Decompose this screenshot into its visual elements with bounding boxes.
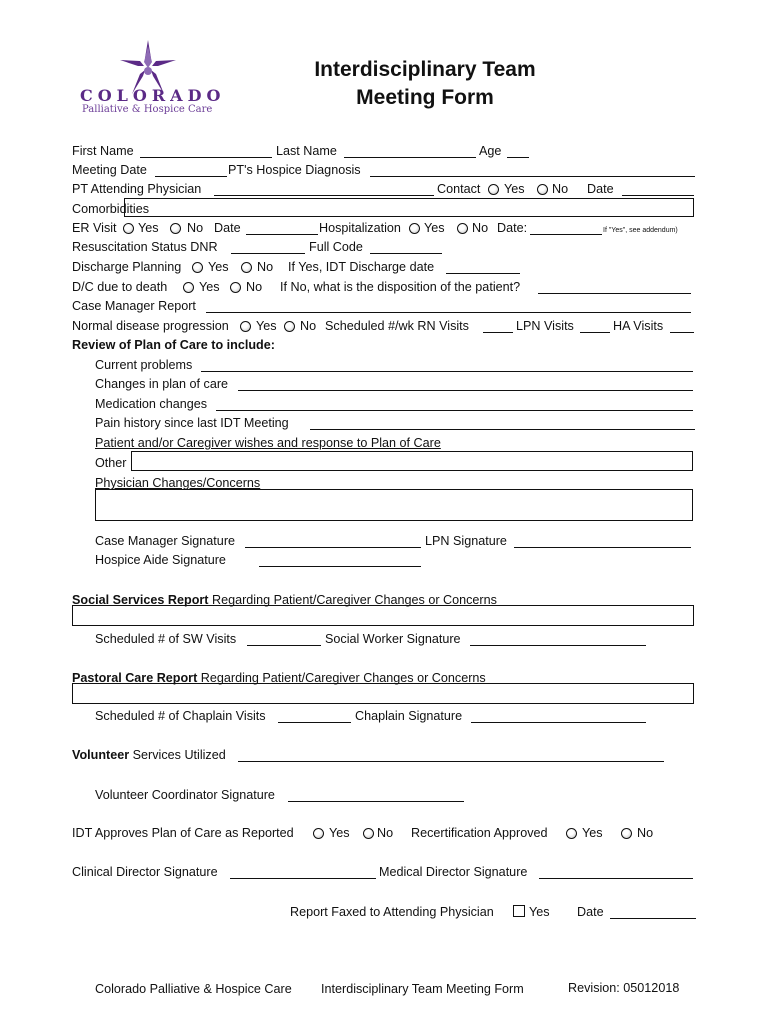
dnr-field[interactable] [231,253,305,254]
full-code-label: Full Code [309,240,363,254]
scheduled-rn-label: Scheduled #/wk RN Visits [325,319,469,333]
meeting-date-label: Meeting Date [72,163,147,177]
changes-plan-label: Changes in plan of care [95,377,229,391]
recert-yes-label: Yes [582,826,603,840]
pain-history-label: Pain history since last IDT Meeting [95,416,289,430]
er-date-field[interactable] [246,234,318,235]
logo [78,38,226,120]
dc-yes-radio[interactable] [183,282,194,293]
discharge-yes-radio[interactable] [192,262,203,273]
recert-label: Recertification Approved [411,826,548,840]
contact-no-radio[interactable] [537,184,548,195]
hosp-yes-label: Yes [424,221,445,235]
contact-label: Contact [437,182,481,196]
physician-changes-label: Physician Changes/Concerns [95,476,261,490]
discharge-yes-label: Yes [208,260,229,274]
recert-no-radio[interactable] [621,828,632,839]
idt-discharge-label: If Yes, IDT Discharge date [288,260,435,274]
physician-field[interactable] [214,195,434,196]
hosp-date-field[interactable] [530,234,602,235]
age-label: Age [479,144,502,158]
logo-colorado: COLORADO [80,86,226,105]
medical-director-field[interactable] [539,878,693,879]
normal-yes-label: Yes [256,319,277,333]
cm-signature-label: Case Manager Signature [95,534,236,548]
discharge-no-radio[interactable] [241,262,252,273]
aide-signature-label: Hospice Aide Signature [95,553,226,567]
last-name-label: Last Name [276,144,337,158]
age-field[interactable] [507,157,529,158]
normal-yes-radio[interactable] [240,321,251,332]
chaplain-visits-field[interactable] [278,722,351,723]
pastoral-field[interactable] [72,683,694,704]
er-yes-radio[interactable] [123,223,134,234]
current-problems-field[interactable] [201,371,693,372]
resus-label: Resuscitation Status DNR [72,240,218,254]
ha-visits-field[interactable] [670,332,694,333]
physician-changes-field[interactable] [95,489,693,521]
social-services-bold: Social Services Report [72,593,209,607]
contact-yes-radio[interactable] [488,184,499,195]
recert-no-label: No [637,826,654,840]
er-no-label: No [187,221,204,235]
diagnosis-field[interactable] [370,176,695,177]
er-yes-label: Yes [138,221,159,235]
idt-no-radio[interactable] [363,828,374,839]
current-problems-label: Current problems [95,358,193,372]
first-name-field[interactable] [140,157,272,158]
normal-disease-label: Normal disease progression [72,319,229,333]
patient-wishes-label: Patient and/or Caregiver wishes and response to Plan of Care [95,436,441,450]
lpn-signature-label: LPN Signature [425,534,507,548]
hosp-date-label: Date: [497,221,528,235]
medication-changes-label: Medication changes [95,397,208,411]
normal-no-label: No [300,319,317,333]
clinical-director-field[interactable] [230,878,376,879]
dc-no-label: No [246,280,263,294]
ha-visits-label: HA Visits [613,319,664,333]
sw-visits-field[interactable] [247,645,321,646]
vol-coord-label: Volunteer Coordinator Signature [95,788,275,802]
discharge-label: Discharge Planning [72,260,182,274]
lpn-visits-label: LPN Visits [516,319,574,333]
aide-signature-field[interactable] [259,566,421,567]
chaplain-signature-field[interactable] [471,722,646,723]
faxed-date-field[interactable] [610,918,696,919]
review-header: Review of Plan of Care to include: [72,338,275,352]
idt-no-label: No [377,826,394,840]
comorbidities-field[interactable] [124,198,694,217]
hosp-yes-radio[interactable] [409,223,420,234]
idt-yes-label: Yes [329,826,350,840]
contact-date-field[interactable] [622,195,694,196]
social-services-rest: Regarding Patient/Caregiver Changes or Concerns [208,593,497,607]
contact-no-label: No [552,182,569,196]
volunteer-services-field[interactable] [238,761,664,762]
changes-plan-field[interactable] [238,390,693,391]
sw-signature-label: Social Worker Signature [325,632,461,646]
cm-report-field[interactable] [206,312,691,313]
faxed-date-label: Date [577,905,604,919]
idt-yes-radio[interactable] [313,828,324,839]
er-date-label: Date [214,221,241,235]
sw-signature-field[interactable] [470,645,646,646]
title-line-1: Interdisciplinary Team [314,58,536,81]
er-visit-label: ER Visit [72,221,117,235]
title-line-2: Meeting Form [356,86,494,109]
sw-visits-label: Scheduled # of SW Visits [95,632,237,646]
contact-date-label: Date [587,182,614,196]
volunteer-rest: Services Utilized [129,748,226,762]
footer-form: Interdisciplinary Team Meeting Form [321,982,524,996]
disposition-field[interactable] [538,293,691,294]
addendum-note: If "Yes", see addendum) [603,227,678,234]
contact-yes-label: Yes [504,182,525,196]
full-code-field[interactable] [370,253,442,254]
volunteer-heading [72,748,226,763]
physician-label: PT Attending Physician [72,182,202,196]
footer-revision: Revision: 05012018 [568,981,680,995]
page-title [230,56,620,112]
first-name-label: First Name [72,144,134,158]
recert-yes-radio[interactable] [566,828,577,839]
volunteer-bold: Volunteer [72,748,130,762]
cm-signature-field[interactable] [245,547,421,548]
comorbidities-label: Comorbidities [72,202,149,216]
footer-org: Colorado Palliative & Hospice Care [95,982,292,996]
diagnosis-label: PT's Hospice Diagnosis [228,163,361,177]
report-faxed-label: Report Faxed to Attending Physician [290,905,494,919]
lpn-visits-field[interactable] [580,332,610,333]
dc-death-label: D/C due to death [72,280,168,294]
dc-no-radio[interactable] [230,282,241,293]
meeting-date-field[interactable] [155,176,227,177]
vol-coord-signature-field[interactable] [288,801,464,802]
rn-visits-field[interactable] [483,332,513,333]
clinical-director-label: Clinical Director Signature [72,865,218,879]
pastoral-rest: Regarding Patient/Caregiver Changes or Concerns [197,671,486,685]
dc-yes-label: Yes [199,280,220,294]
hospitalization-label: Hospitalization [319,221,401,235]
medication-changes-field[interactable] [216,410,693,411]
pain-history-field[interactable] [310,429,695,430]
chaplain-signature-label: Chaplain Signature [355,709,463,723]
chaplain-visits-label: Scheduled # of Chaplain Visits [95,709,266,723]
other-label: Other [95,456,127,470]
logo-tagline: Palliative & Hospice Care [82,104,213,115]
cm-report-label: Case Manager Report [72,299,196,313]
normal-no-radio[interactable] [284,321,295,332]
er-no-radio[interactable] [170,223,181,234]
social-services-field[interactable] [72,605,694,626]
pastoral-bold: Pastoral Care Report [72,671,198,685]
medical-director-label: Medical Director Signature [379,865,528,879]
faxed-yes-label: Yes [529,905,550,919]
hosp-no-label: No [472,221,489,235]
faxed-yes-checkbox[interactable] [513,905,525,917]
other-field[interactable] [131,451,693,471]
lpn-signature-field[interactable] [514,547,691,548]
disposition-label: If No, what is the disposition of the patient? [280,280,521,294]
idt-discharge-date-field[interactable] [446,273,520,274]
hosp-no-radio[interactable] [457,223,468,234]
last-name-field[interactable] [344,157,476,158]
idt-approves-label: IDT Approves Plan of Care as Reported [72,826,294,840]
discharge-no-label: No [257,260,274,274]
